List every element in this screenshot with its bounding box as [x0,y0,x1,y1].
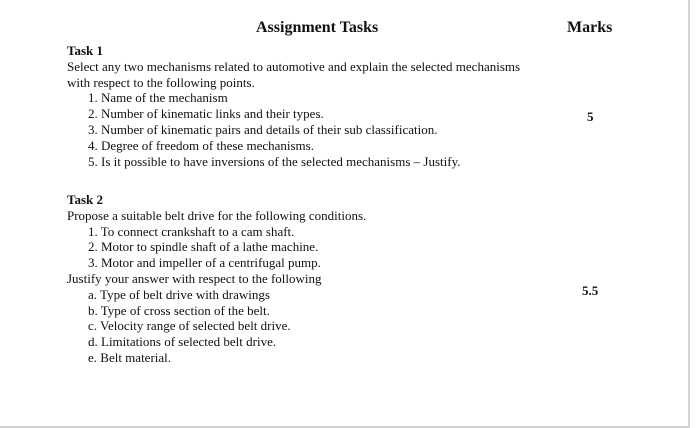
task-2-justify-line: Justify your answer with respect to the following [67,270,322,286]
task-1-marks: 5 [587,109,594,124]
marks-column-heading: Marks [567,19,613,36]
task-2-section [67,192,366,366]
task-2-condition: 3. Motor and impeller of a centrifugal pump. [88,255,321,271]
task-2-intro: Propose a suitable belt drive for the following conditions. [67,207,367,223]
task-1-intro-line: Select any two mechanisms related to automotive and explain the selected mechanisms [67,58,521,74]
task-1-point: 2. Number of kinematic links and their types. [88,106,324,122]
task-1-intro-line: with respect to the following points. [67,74,255,90]
task-2-criterion: c. Velocity range of selected belt drive. [88,318,291,334]
task-2-condition: 2. Motor to spindle shaft of a lathe machine. [88,239,319,255]
task-2-criterion: a. Type of belt drive with drawings [88,286,270,302]
task-1-point: 3. Number of kinematic pairs and details of their sub classification. [88,121,438,137]
task-1-point: 1. Name of the mechanism [88,90,228,106]
task-2-criterion: e. Belt material. [88,349,172,365]
task-2-criterion: b. Type of cross section of the belt. [88,302,270,318]
task-1-point: 4. Degree of freedom of these mechanisms. [88,137,314,153]
task-1-title: Task 1 [67,43,104,58]
task-2-criterion: d. Limitations of selected belt drive. [88,334,277,350]
task-1-section [67,43,520,169]
page-title: Assignment Tasks [256,19,379,36]
task-2-title: Task 2 [67,192,104,207]
task-2-marks: 5.5 [582,283,599,298]
task-1-point: 5. Is it possible to have inversions of the selected mechanisms – Justify. [88,153,461,169]
task-2-condition: 1. To connect crankshaft to a cam shaft. [88,223,295,239]
